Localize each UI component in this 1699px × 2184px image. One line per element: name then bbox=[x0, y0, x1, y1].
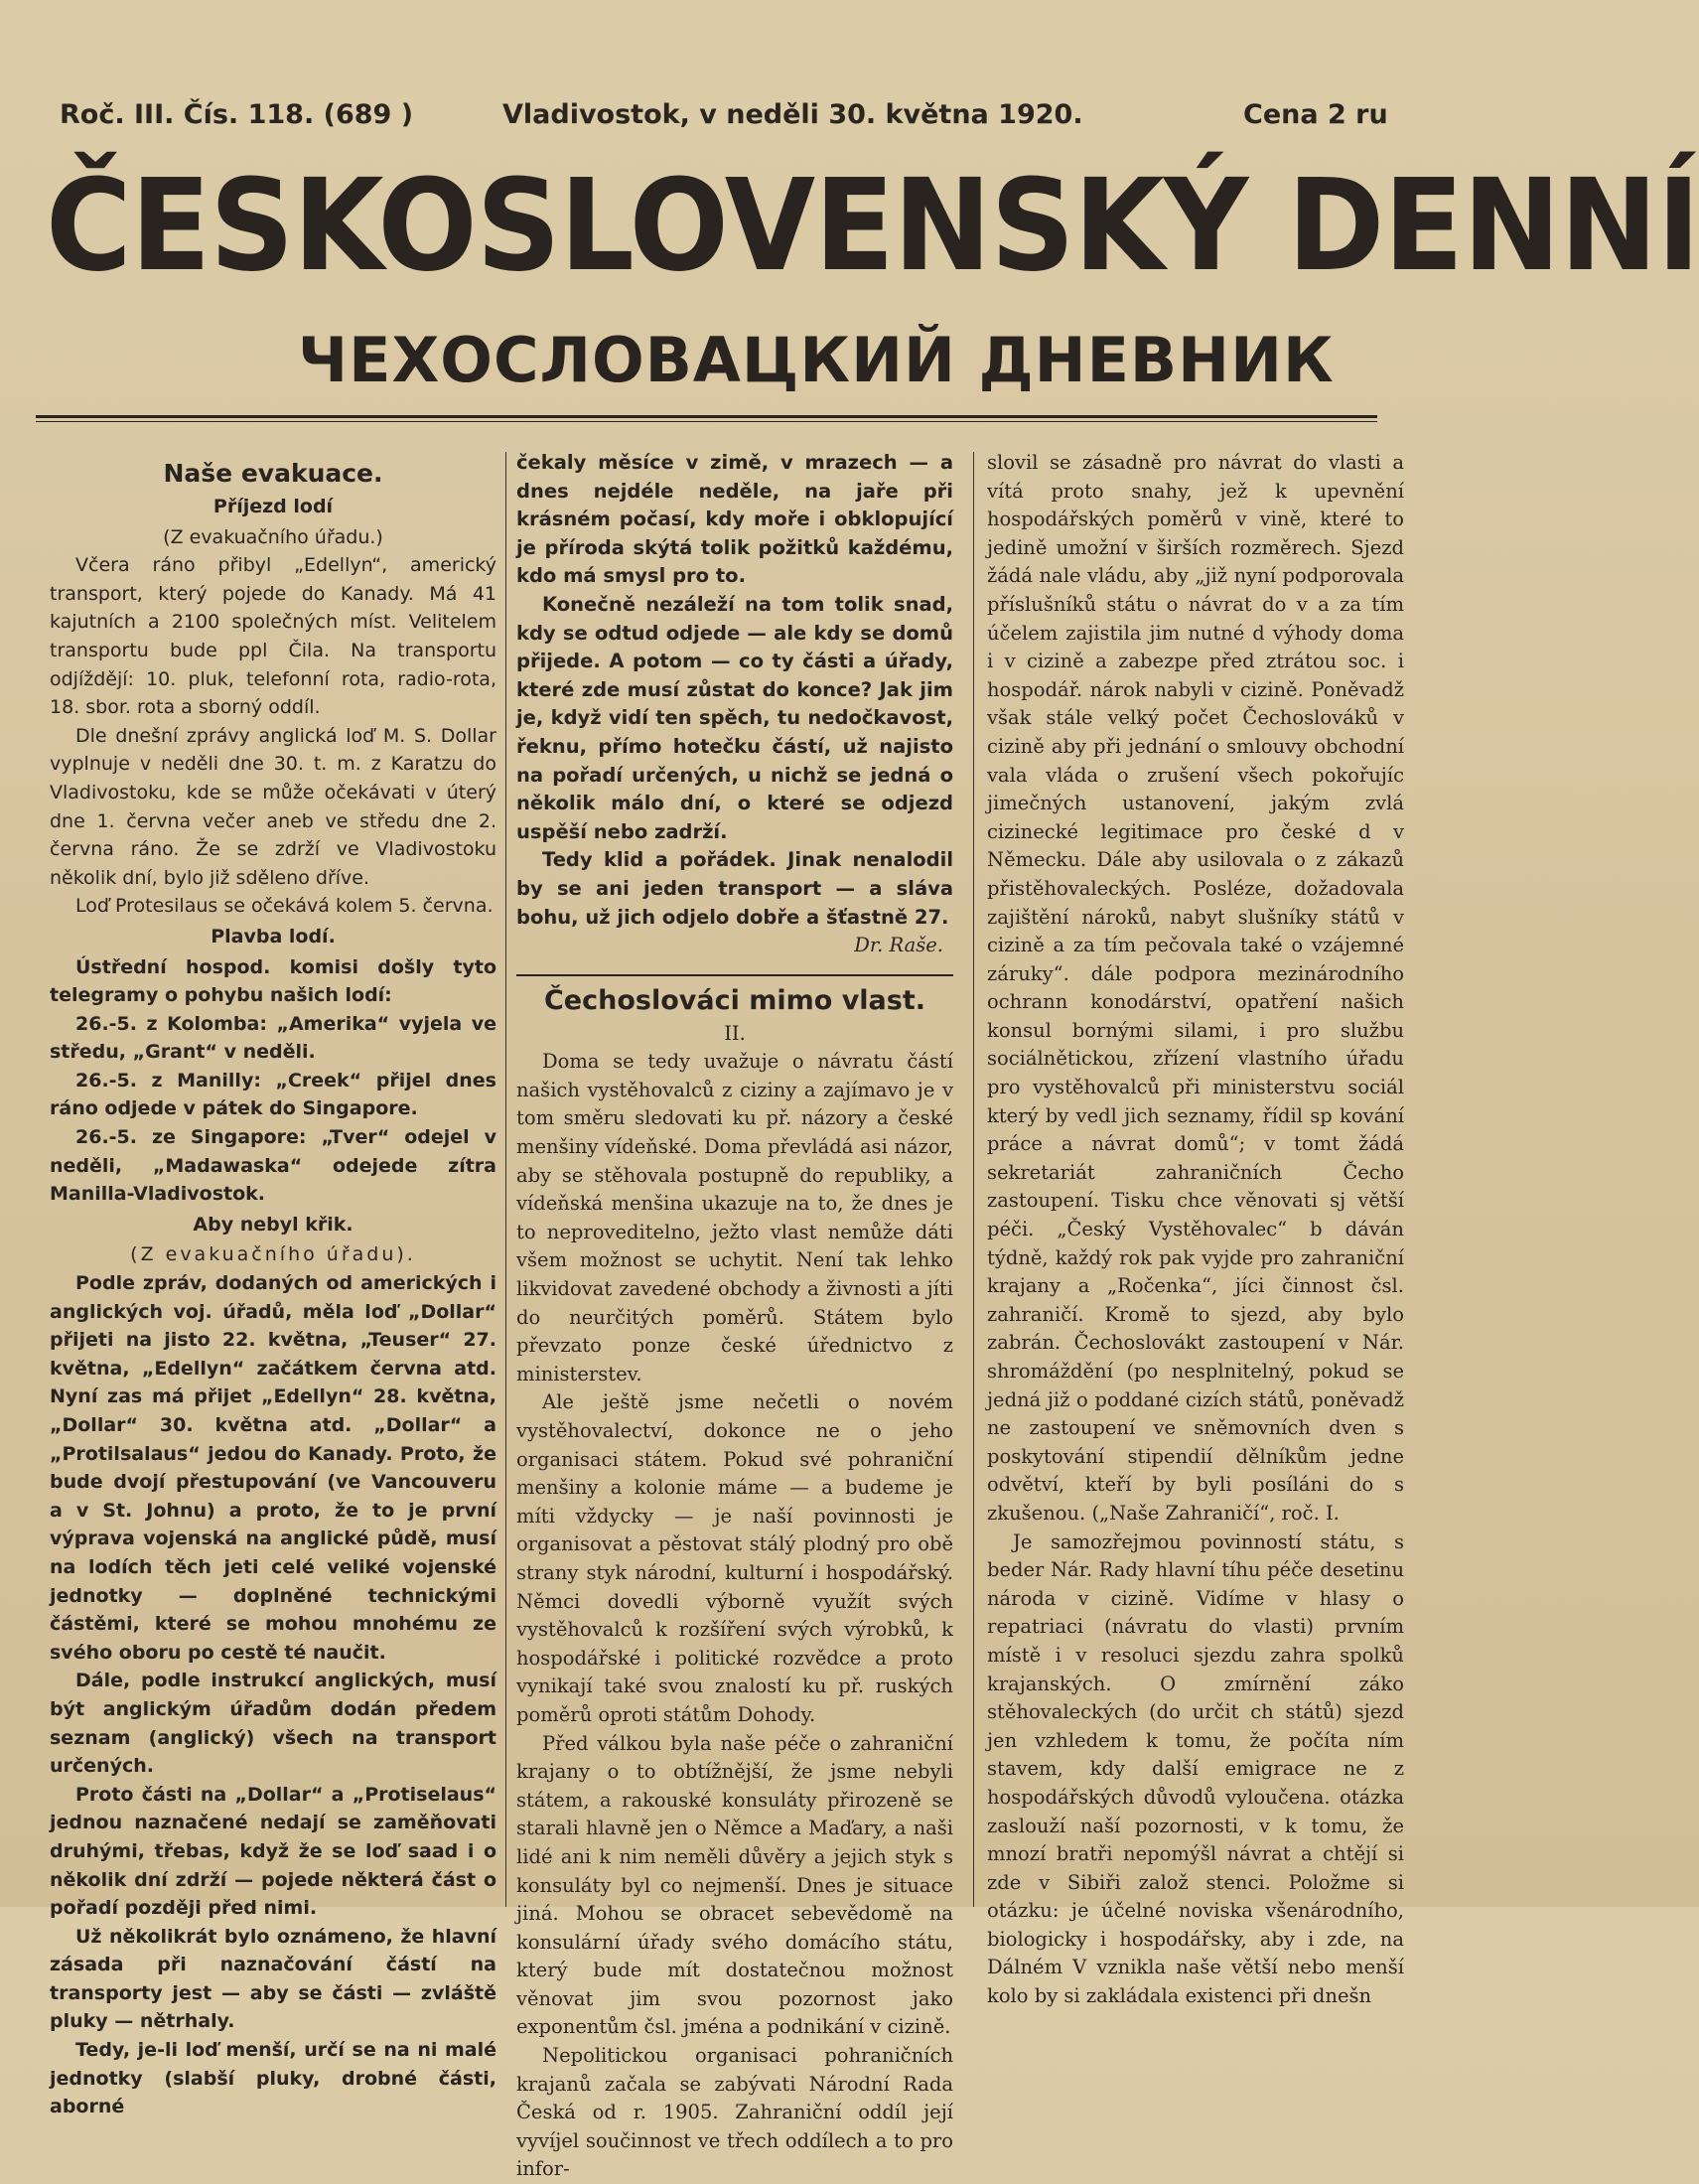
section-subheading: Příjezd lodí bbox=[212, 496, 334, 517]
paragraph: Nepolitickou organisaci pohraničních krajanů začala se zabývati Národní Rada Česká od r. 1905. Zahraniční oddíl její vyvíjel součinnost ve třech oddílech a to pro infor- bbox=[516, 2044, 953, 2181]
paragraph: Včera ráno přibyl „Edellyn“, americký transport, který pojede do Kanady. Má 41 kajutních a 2100 společných míst. Velitelem transportu bude ppl Čila. Na transportu odjíždějí: 10. pluk, telefonní rota, radio-rota, 18. sbor. rota a sborný oddíl. bbox=[50, 554, 496, 719]
masthead-rule bbox=[36, 415, 1377, 418]
paragraph: 26.-5. z Kolomba: „Amerika“ vyjela ve středu, „Grant“ v neděli. bbox=[50, 1012, 496, 1064]
paragraph: Konečně nezáleží na tom tolik snad, kdy se odtud odjede — ale kdy se domů přijede. A potom — co ty části a úřady, které zde musí zůstat do konce? Jak jim je, když vidí ten spěch, tu nedočkavost, řeknu, přímo hotečku částí, už najisto na pořadí určených, u nichž se jedná o několik málo dní, o které se odjezd uspěší nebo zadrží. bbox=[516, 592, 953, 843]
paragraph: Tedy, je-li loď menší, určí se na ni malé jednotky (slabší pluky, drobné části, aborné bbox=[50, 2039, 496, 2118]
paragraph: Tedy klid a pořádek. Jinak nenalodil by se ani jeden transport — a sláva bohu, už jich odjelo dobře a šťastně 27. bbox=[516, 848, 953, 929]
paragraph: Dále, podle instrukcí anglických, musí být anglickým úřadům dodán předem seznam (anglický) všech na transport určených. bbox=[50, 1670, 496, 1778]
masthead-subtitle: ЧЕХОСЛОВАЦКИЙ ДНЕВНИК bbox=[298, 324, 1335, 396]
column-3 bbox=[987, 449, 1404, 2008]
paragraph: 26.-5. ze Singapore: „Tver“ odejel v neděli, „Madawaska“ odejede zítra Manilla-Vladivostok. bbox=[50, 1126, 496, 1206]
source-note: (Z evakuačního úřadu.) bbox=[163, 525, 383, 548]
paragraph: Už několikrát bylo oznámeno, že hlavní zásada při naznačování částí na transporty jest — aby se části — zvláště pluky — nětrhaly. bbox=[50, 1925, 496, 2033]
paragraph: slovil se zásadně pro návrat do vlasti a vítá proto snahy, jež k upevnění hospodářských poměrů v vině, které to jedině umožní v širších rozměrech. Sjezd žádá nale vládu, aby „již nyní podporovala příslušníků státu o návrat do v a za tím účelem zajistila jim nutné d výhody doma i v cizině a zabezpe před ztrátou soc. i hospodář. nárok nabyli v cizině. Poněvadž však stále velký počet Čechoslováků v cizině aby při jednání o smlouvy obchodní vala vláda o zrušení všech pokořujíc jimečných ustanovení, jakým zvlá cizinecké legitimace pro české d v Německu. Dále aby usilovala o z zákazů přistěhovaleckých. Posléze, dožadovala zajištění nároků, nabyt slušníky států v cizině a za tím pečovala také o vzájemné záruky“. dále podpora mezinárodního ochrann konodárství, opatření našich konsul bornými silami, i pro službu sociálnětickou, zřízení vlastního úřadu pro vystěhovalců při ministerstvu sociál který by vedl jich seznamy, řídil sp kování práce a návrat domů“; v tomt žádá sekretariát zahraničních Čecho zastoupení. Tisku chce věnovati sj větší péči. „Český Vystěhovalec“ b dáván týdně, každý rok pak vyjde pro zahraniční krajany a „Ročenka“, jíci činnost čsl. zahraničí. Kromě to sjezd, aby bylo zabrán. Čechoslovákt zastoupení v Nár. shromáždění (po nesplnitelný, pokud se jedná již o poddané cizích států, poněvadž ne zastoupení ve sněmovních dven s poskytování stipendií dělníkům jedne odvětví, kteří by byli posíláni do s zkušenou. („Naše Zahraničí“, roč. I. bbox=[987, 451, 1404, 1525]
paragraph: Ale ještě jsme nečetli o novém vystěhovalectví, dokonce ne o jeho organisaci státem. Pokud své pohraniční menšiny a kolonie máme — a budeme je míti vždycky — je naší povinnosti je organisovat a pěstovat stálý plodný pro obě strany styk národní, kulturní i hospodářský. Němci dovedli výborně využít svých vystěhovalců k rozšíření svých výrobků, k hospodářské i politické rozvědce a proto vynikají také svou znalostí ku př. ruských poměrů oproti státům Dohody. bbox=[516, 1390, 953, 1726]
column-1 bbox=[50, 449, 496, 2118]
masthead-rule-thin bbox=[36, 421, 1377, 422]
paragraph: Dle dnešní zprávy anglická loď M. S. Dollar vyplnuje v neděli dne 30. t. m. z Karatzu do Vladivostoku, kde se může očekávati v úterý dne 1. června večer aneb ve středu dne 2. června ráno. Že se zdrží ve Vladivostoku několik dní, bylo již sděleno dříve. bbox=[50, 724, 496, 889]
article-heading: Naše evakuace. bbox=[163, 459, 383, 488]
paragraph: Loď Protesilaus se očekává kolem 5. června. bbox=[75, 895, 494, 918]
paragraph: Podle zpráv, dodaných od amerických i anglických voj. úřadů, měla loď „Dollar“ přijeti na jisto 22. května, „Teuser“ 27. května, „Edellyn“ začátkem června atd. Nyní zas má přijet „Edellyn“ 28. května, „Dollar“ 30. května atd. „Dollar“ a „Protilsalaus“ jedou do Kanady. Proto, že bude dvojí přestupování (ve Vancouveru a v St. Johnu) a proto, že to je první výprava vojenská na anglické půdě, musí na lodích těch jeti celé veliké vojenské jednotky — doplněné technickými částěmi, které se mohou mnohému ze svého oboru po cestě té naučit. bbox=[50, 1272, 496, 1664]
top-info-line bbox=[40, 99, 1388, 139]
section-subheading: Plavba lodí. bbox=[211, 925, 336, 947]
issue-price: Cena 2 ru bbox=[1243, 99, 1388, 130]
paragraph: čekaly měsíce v zimě, v mrazech — a dnes nejdéle neděle, na jaře při krásném počasí, kdy moře i obklopující je příroda skýtá tolik požitků každému, kdo má smysl pro to. bbox=[516, 451, 953, 588]
part-number: II. bbox=[724, 1021, 746, 1045]
source-note: (Z evakuačního úřadu). bbox=[130, 1243, 416, 1266]
paragraph: Proto části na „Dollar“ a „Protiselaus“ jednou naznačené nedají se zaměňovati druhými, třebas, když že se loď saad i o několik dní zdrží — pojede některá část o pořadí později před nimi. bbox=[50, 1783, 496, 1920]
paragraph: Ústřední hospod. komisi došly tyto telegramy o pohybu našich lodí: bbox=[50, 955, 496, 1007]
author-signature: Dr. Raše. bbox=[854, 934, 943, 957]
article-separator bbox=[516, 974, 953, 976]
column-divider bbox=[505, 452, 506, 1907]
paragraph: Doma se tedy uvažuje o návratu částí našich vystěhovalců z ciziny a zajímavo je v tom směru sledovati ku př. názory a české menšiny vídeňské. Doma převládá asi názor, aby se stěhovala postupně do republiky, a vídeňská menšina ukazuje na to, že dnes je to neproveditelno, ježto vlast nemůže dáti všem možnost se uchytit. Není tak lehko likvidovat zavedené obchody a živnosti a jíti do neurčitých poměrů. Státem bylo převzato ponze české úřednictvo z ministerstev. bbox=[516, 1050, 953, 1385]
article-heading: Čechoslováci mimo vlast. bbox=[543, 984, 926, 1016]
paragraph: Před válkou byla naše péče o zahraniční krajany o to obtížnější, že jsme nebyli státem, a rakouské konsuláty přirozeně se starali hlavně jen o Němce a Maďary, a naši lidé ani k nim neměli důvěry a jejich styk s konsuláty byl co nejmenší. Dnes je situace jiná. Mohou se obracet sebevědomě na konsulární úřady svého domácího státu, který bude mít dostatečnou možnost věnovat jim svou pozornost jako exponentům čsl. jména a podnikání v cizině. bbox=[516, 1731, 953, 2039]
paragraph: 26.-5. z Manilly: „Creek“ přijel dnes ráno odjede v pátek do Singapore. bbox=[50, 1069, 496, 1120]
issue-date: Vladivostok, v neděli 30. května 1920. bbox=[502, 99, 1083, 130]
section-subheading: Aby nebyl křik. bbox=[193, 1213, 354, 1236]
paragraph: Je samozřejmou povinností státu, s beder Nár. Rady hlavní tíhu péče desetinu národa v cizině. Vidíme v hlasy o repatriaci (návratu do vlasti) prvním místě i v resoluci sjezdu zahra spolků krajanských. O zmírnění záko stěhovaleckých (do určit ch států) sjezd jen vzhledem k tomu, že počíta ním stavem, kdy další emigrace ne z hospodářských důvodů vyloučena. otázka zaslouží naší pozornosti, v k tomu, že mnozí bratři nepomýšl návrat a chtějí si zde v Sibiři založ stenci. Položme si otázku: je účelné noviska všenárodního, biologicky i hospodářsky, aby i zde, na Dálném V vznikla naše větší nebo menší kolo by si zakládala existenci při dnešn bbox=[987, 1529, 1404, 2008]
issue-number: Roč. III. Čís. 118. (689 ) bbox=[60, 99, 414, 130]
masthead-title: ČESKOSLOVENSKÝ DENNÍ bbox=[46, 151, 1699, 300]
column-divider bbox=[973, 452, 974, 1907]
column-2 bbox=[516, 449, 953, 2181]
